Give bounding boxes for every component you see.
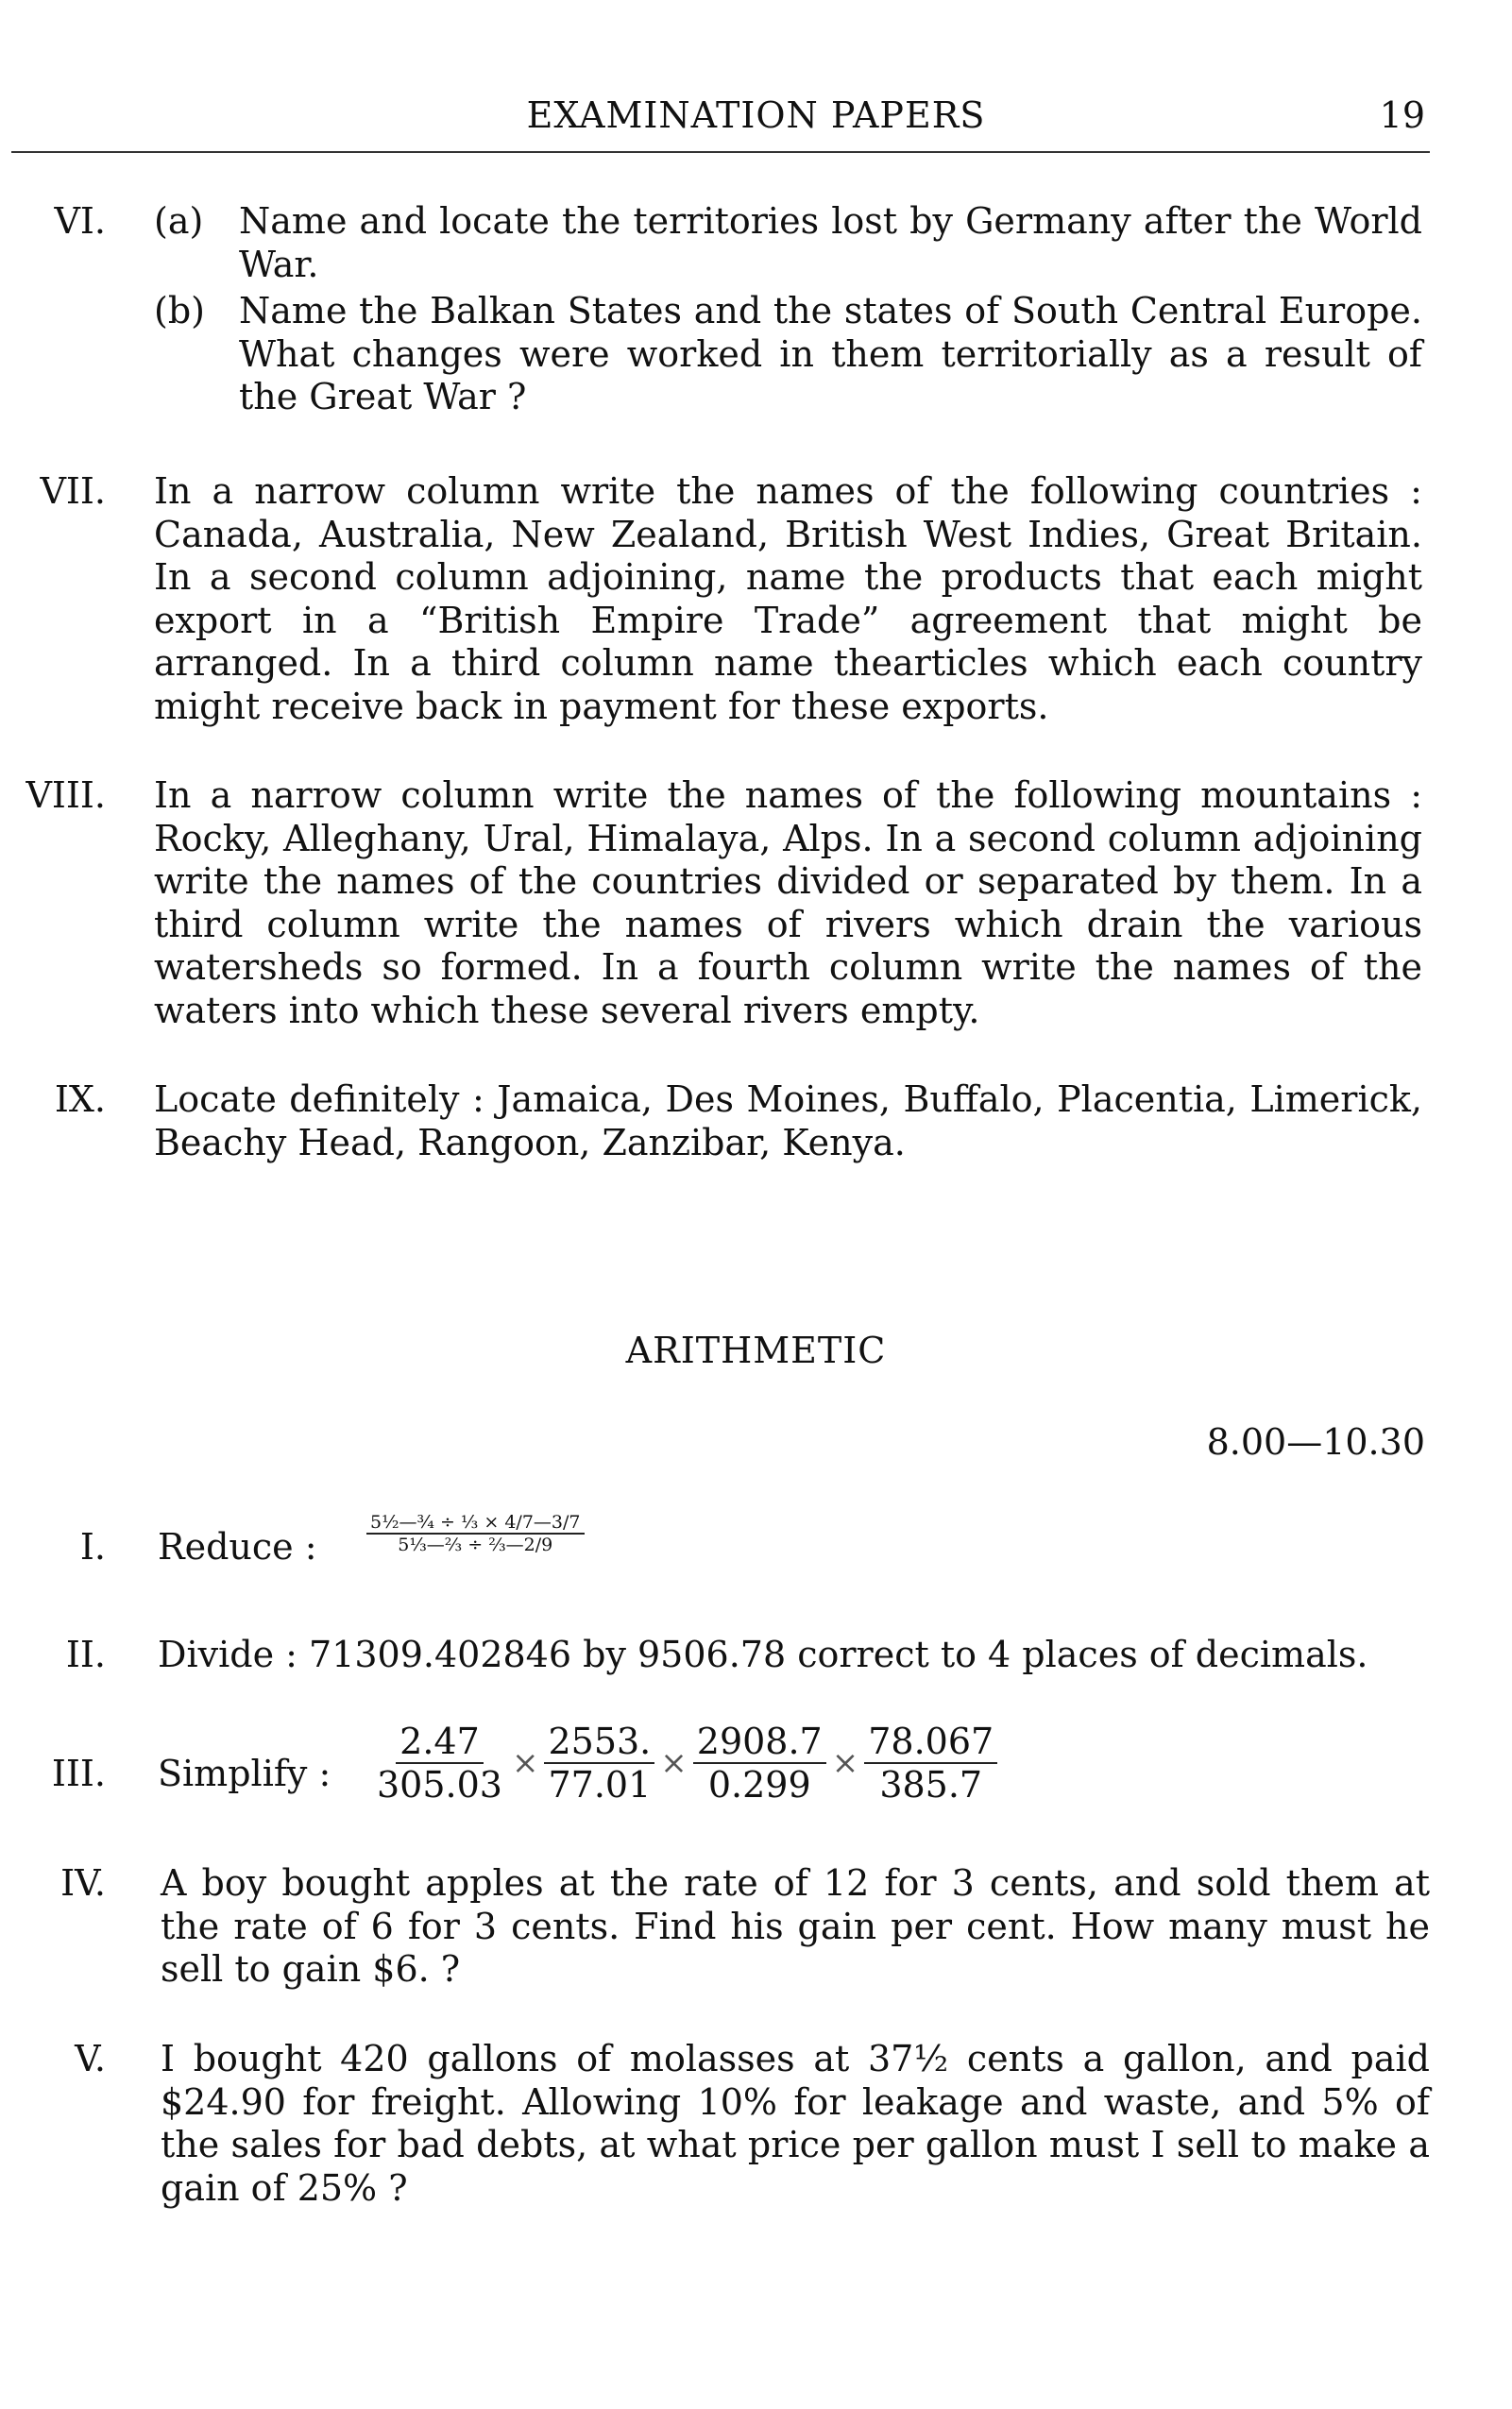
compound-fraction — [366, 1512, 585, 1555]
question-number: IX. — [54, 1078, 106, 1120]
part-label: (b) — [154, 290, 205, 331]
question-part-b — [154, 290, 1422, 419]
question-number: IV. — [60, 1862, 106, 1904]
fraction-denominator: 77.01 — [548, 1764, 652, 1806]
reduce-label: Reduce : — [158, 1526, 317, 1568]
compound-numerator: 5½—¾ ÷ ⅓ × 4/7—3/7 — [366, 1512, 585, 1535]
exam-time: 8.00—10.30 — [1206, 1421, 1425, 1463]
reduce-expression — [366, 1509, 585, 1555]
fraction-numerator: 2908.7 — [693, 1721, 826, 1764]
simplify-expression — [373, 1721, 997, 1806]
fraction-2 — [544, 1721, 654, 1806]
question-text: In a narrow column write the names of the following mountains : Rocky, Alleghany, Ural, Himalaya, Alps. In a second column adjoining write the names of the countries divided or separated by them. In a third column write the names of rivers which drain the various watersheds so formed. In a fourth column write the names of the waters into which these several rivers empty. — [154, 774, 1422, 1031]
question-text: In a narrow column write the names of the following countries : Canada, Australia, New Zealand, British West Indies, Great Britain. In a second column adjoining, name the products that each might export in a “British Empire Trade” agreement that might be arranged. In a third column name thearticles which each country might receive back in payment for these exports. — [154, 470, 1422, 727]
multiply-sign: × — [511, 1744, 539, 1782]
running-title: EXAMINATION PAPERS — [526, 94, 986, 136]
multiply-sign: × — [660, 1744, 688, 1782]
fraction-denominator: 0.299 — [707, 1764, 811, 1806]
question-number: V. — [75, 2038, 106, 2079]
question-part-a — [154, 200, 1422, 286]
fraction-numerator: 78.067 — [864, 1721, 997, 1764]
fraction-numerator: 2553. — [544, 1721, 654, 1764]
question-text: Divide : 71309.402846 by 9506.78 correct to 4 places of decimals. — [158, 1634, 1368, 1675]
question-number: VII. — [40, 470, 106, 512]
question-number: VI. — [54, 200, 106, 242]
fraction-numerator: 2.47 — [396, 1721, 484, 1764]
question-text: A boy bought apples at the rate of 12 for 3 cents, and sold them at the rate of 6 for 3 cents. Find his gain per cent. How many must he sell to gain $6. ? — [161, 1862, 1430, 1990]
question-number: III. — [51, 1753, 106, 1794]
section-title: ARITHMETIC — [625, 1330, 887, 1371]
multiply-sign: × — [831, 1744, 859, 1782]
question-body — [154, 200, 1422, 419]
question-number: VIII. — [25, 774, 106, 816]
question-text: Locate definitely : Jamaica, Des Moines, Buffalo, Placentia, Limerick, Beachy Head, Rangoon, Zanzibar, Kenya. — [154, 1078, 1422, 1163]
running-head — [0, 94, 1512, 151]
simplify-label: Simplify : — [158, 1753, 331, 1794]
fraction-denominator: 305.03 — [377, 1764, 502, 1806]
part-text: Name and locate the territories lost by Germany after the World War. — [239, 200, 1422, 285]
header-rule — [11, 151, 1430, 153]
question-number: I. — [79, 1526, 106, 1568]
question-text: I bought 420 gallons of molasses at 37½ cents a gallon, and paid $24.90 for freight. Allowing 10% for leakage and waste, and 5% of the sales for bad debts, at what price per gallon must I sell to make a gain of 25% ? — [161, 2038, 1430, 2209]
page-number: 19 — [1379, 94, 1425, 136]
fraction-4 — [864, 1721, 997, 1806]
part-label: (a) — [154, 200, 204, 242]
fraction-1 — [373, 1721, 506, 1806]
compound-denominator: 5⅓—⅔ ÷ ⅔—2/9 — [398, 1534, 553, 1555]
question-number: II. — [65, 1634, 106, 1675]
fraction-denominator: 385.7 — [879, 1764, 983, 1806]
fraction-3 — [693, 1721, 826, 1806]
part-text: Name the Balkan States and the states of South Central Europe. What changes were worked in them territorially as a result of the Great War ? — [239, 290, 1422, 417]
